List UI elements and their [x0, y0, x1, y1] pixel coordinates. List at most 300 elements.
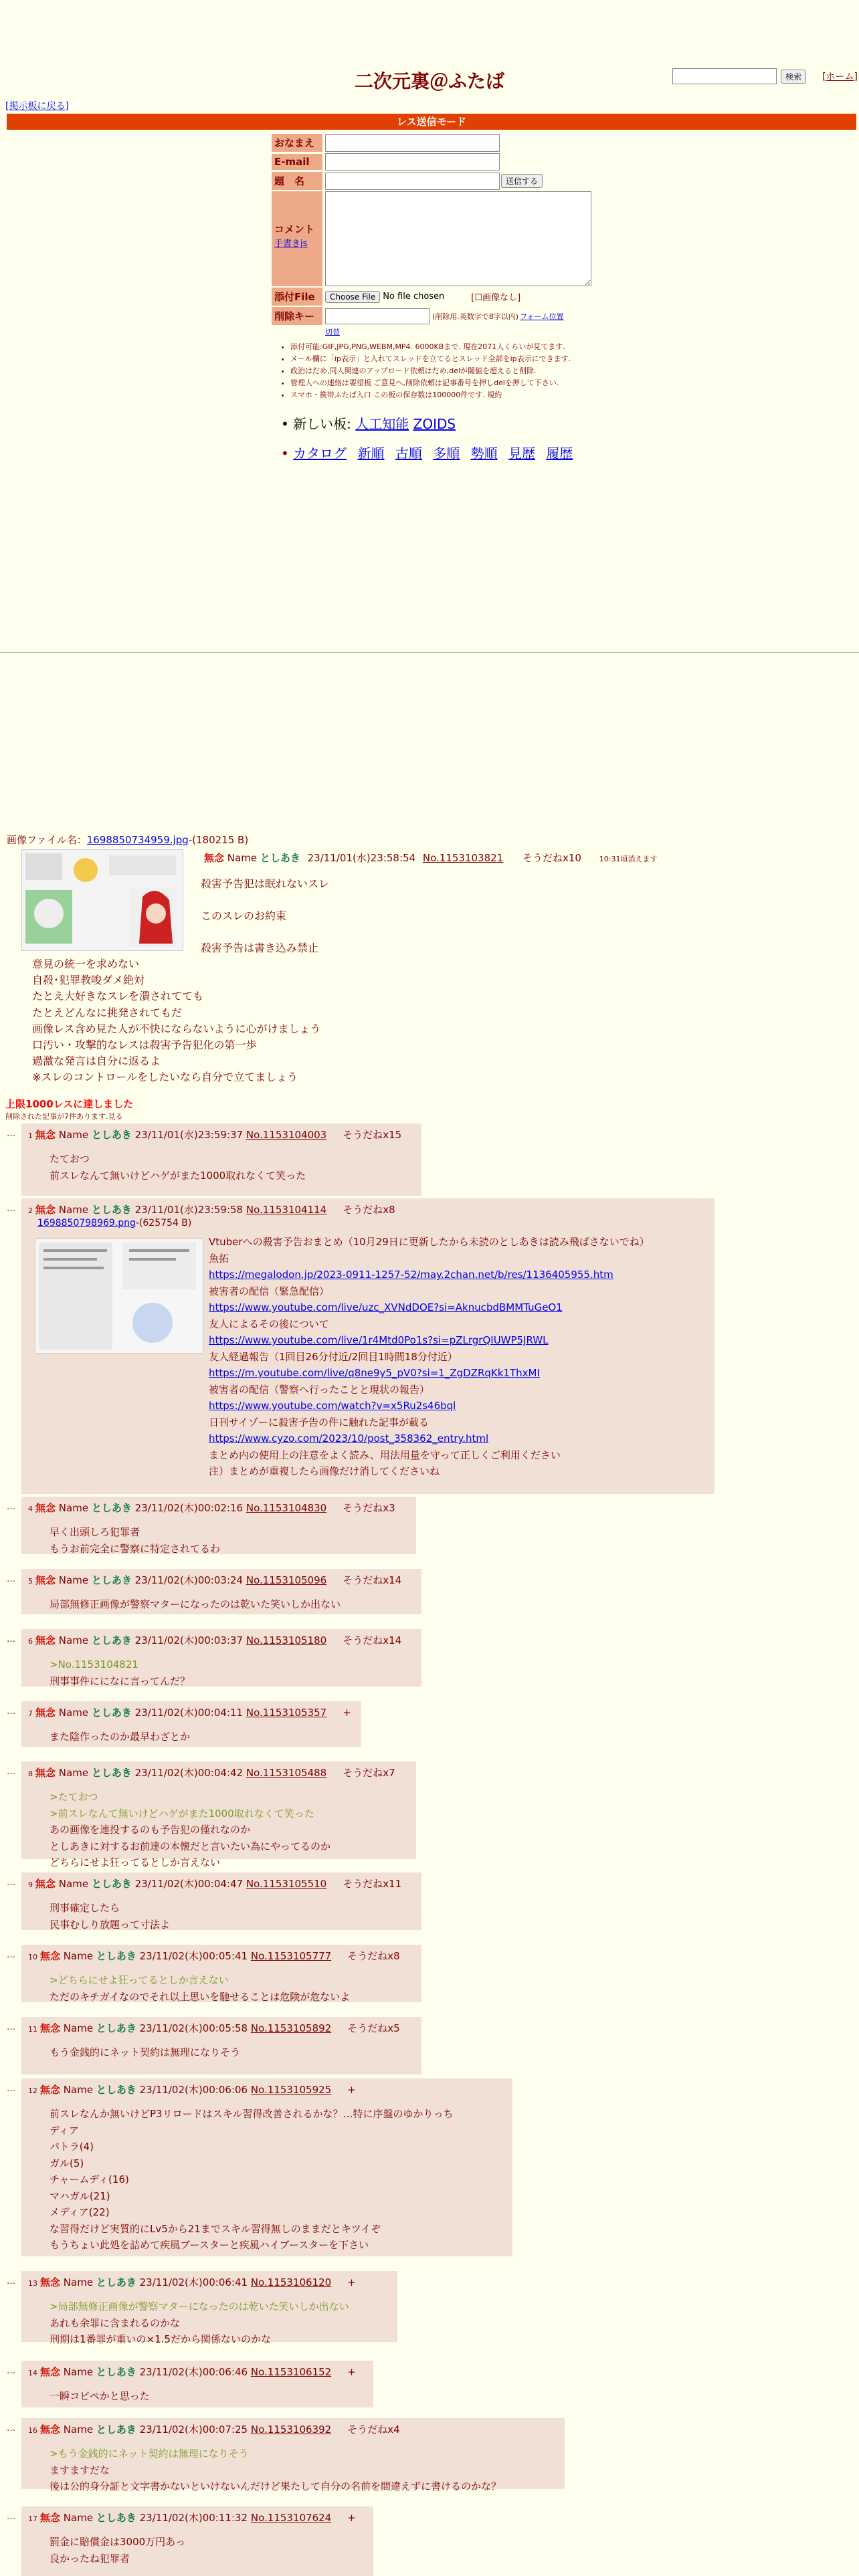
- reply-line: 友人経過報告（1回目26分付近/2回目1時間18分付近）: [209, 1350, 458, 1363]
- delkey-label: 削除キー: [272, 307, 322, 325]
- reply-post-number[interactable]: No.1153105510: [246, 1878, 327, 1890]
- reply-mark: …: [7, 2366, 15, 2376]
- post-form: [272, 134, 591, 337]
- reply-mark: …: [7, 1634, 15, 1644]
- reply-mark: …: [7, 2276, 15, 2286]
- name-label: おなまえ: [272, 134, 322, 152]
- reply-subject: 無念: [40, 2424, 61, 2436]
- nav-many[interactable]: 多順: [433, 445, 460, 461]
- reply-date: 23/11/02(木)00:06:46: [139, 2366, 248, 2378]
- reply-subject: 無念: [35, 1502, 56, 1514]
- reply-body: [50, 1789, 409, 1871]
- op-line: [201, 924, 329, 940]
- reply-header: [28, 1705, 355, 1719]
- op-expire: 10:31頃消えます: [599, 855, 658, 863]
- reply-name-label: Name: [63, 2084, 94, 2096]
- reply-box: [21, 1872, 421, 1930]
- reply-header: [28, 1949, 415, 1963]
- reply-index: 13: [28, 2279, 37, 2288]
- reply-mark: …: [7, 1707, 15, 1717]
- reply-index: 2: [28, 1206, 33, 1215]
- back-to-board-link[interactable]: [掲示板に戻る]: [5, 101, 69, 112]
- reply-line: 注）まとめが重複したら画像だけ消してくださいね: [209, 1465, 440, 1477]
- reply-url-link[interactable]: https://www.cyzo.com/2023/10/post_358362_entry.html: [209, 1432, 489, 1444]
- reply-name-label: Name: [58, 1707, 89, 1719]
- reply-post-number[interactable]: No.1153105488: [246, 1767, 327, 1779]
- reply-subject: 無念: [35, 1707, 56, 1719]
- file-label: 添付File: [272, 288, 322, 306]
- reply-box: [21, 1198, 714, 1494]
- reply-header: [28, 2365, 367, 2379]
- reply-line: 早く出頭しろ犯罪者: [50, 1526, 140, 1538]
- op-line: 自殺･犯罪教唆ダメ絶対: [32, 974, 145, 987]
- reply-sodane[interactable]: +: [347, 2084, 356, 2096]
- new-board-link-zoids[interactable]: ZOIDS: [413, 416, 456, 432]
- comment-label: コメント: [274, 223, 315, 235]
- op-file-size: -(180215 B): [188, 834, 249, 846]
- reply-body: [50, 1729, 355, 1745]
- reply-mark: …: [7, 1767, 15, 1777]
- reply-sodane[interactable]: +: [347, 2276, 356, 2288]
- name-field[interactable]: [325, 134, 500, 152]
- reply-header: [28, 2082, 506, 2097]
- op-thumbnail-image: [22, 850, 183, 950]
- reply-mark: …: [7, 2512, 15, 2522]
- reply-body: [50, 1524, 409, 1557]
- reply-date: 23/11/02(木)00:04:42: [134, 1767, 244, 1779]
- op-line: 過激な発言は自分に返るよ: [32, 1055, 161, 1068]
- op-body-rules: [32, 956, 321, 1086]
- search-input[interactable]: [672, 68, 777, 84]
- reply-sodane[interactable]: +: [343, 1707, 351, 1719]
- reply-post-number[interactable]: No.1153105357: [246, 1707, 327, 1719]
- reply-name: としあき: [91, 1707, 132, 1719]
- note-item: • 管理人への連絡は要望板 ご意見へ,削除依頼は記事番号を押しdelを押して下さい.: [290, 377, 611, 389]
- reply-name-label: Name: [58, 1574, 89, 1586]
- op-name-label: Name: [227, 852, 258, 864]
- reply-index: 12: [28, 2086, 37, 2095]
- op-line: たとえどんなに挑発されてもだ: [32, 1006, 183, 1019]
- reply-header: [28, 1765, 409, 1780]
- reply-line: もうちょい此処を詰めて疾風ブースターと疾風ハイブースターを下さい: [50, 2239, 369, 2251]
- new-board-prefix: 新しい板:: [293, 416, 351, 432]
- reply-mark: …: [7, 2084, 15, 2094]
- reply-body: [50, 2446, 558, 2495]
- reply-post-number[interactable]: No.1153105777: [250, 1950, 332, 1962]
- reply-body: [50, 2298, 391, 2348]
- reply-line: [209, 1299, 708, 1316]
- reply-name-label: Name: [58, 1129, 89, 1141]
- reply-url-link[interactable]: https://www.youtube.com/live/1r4Mtd0Po1s?si=pZLrgrQIUWP5JRWL: [209, 1334, 549, 1346]
- reply-box: [21, 1629, 421, 1687]
- reply-sodane[interactable]: そうだねx15: [343, 1129, 402, 1141]
- reply-index: 6: [28, 1637, 33, 1646]
- reply-post-number[interactable]: No.1153105925: [250, 2084, 332, 2096]
- reply-post-number[interactable]: No.1153104003: [246, 1129, 327, 1141]
- reply-index: 9: [28, 1881, 33, 1889]
- reply-index: 1: [28, 1132, 33, 1140]
- reply-post-number[interactable]: No.1153106392: [250, 2424, 332, 2436]
- reply-post-number[interactable]: No.1153104114: [246, 1204, 327, 1216]
- reply-date: 23/11/02(木)00:07:25: [139, 2424, 248, 2436]
- op-date: 23/11/01(水)23:58:54: [307, 852, 416, 864]
- reply-name-label: Name: [63, 2366, 94, 2378]
- reply-name: としあき: [91, 1204, 132, 1216]
- note-item: • 政治はだめ,同人関連のアップロード依頼はだめ,delが閾値を超えると削除.: [290, 365, 611, 377]
- op-line: [201, 892, 329, 908]
- reply-body: [209, 1234, 708, 1480]
- reply-name: としあき: [96, 2276, 136, 2288]
- reply-file-size: -(625754 B): [135, 1218, 192, 1228]
- reply-box: [21, 1497, 416, 1554]
- reply-line: [209, 1398, 708, 1414]
- board-notes: [281, 341, 611, 401]
- no-image-checkbox[interactable]: [☐画像なし]: [471, 293, 521, 303]
- note-item: • スマホ・携帯ふたば入口 この板の保存数は100000件です. 規約: [290, 389, 611, 401]
- delkey-note: (削除用.英数字で8字以内): [432, 312, 519, 321]
- reply-sodane[interactable]: そうだねx8: [343, 1204, 395, 1216]
- deleted-notice[interactable]: 削除された記事が7件あります.見る: [5, 1112, 123, 1121]
- reply-header: [28, 1573, 415, 1587]
- reply-body: [50, 1596, 415, 1613]
- reply-quote-line: >局部無修正画像が警察マターになったのは乾いた笑いしか出ない: [50, 2300, 349, 2313]
- reply-name: としあき: [96, 2366, 136, 2378]
- reply-name-label: Name: [58, 1767, 89, 1779]
- nav-viewed[interactable]: 見歴: [508, 445, 535, 461]
- reply-subject: 無念: [40, 2276, 61, 2288]
- reply-date: 23/11/01(水)23:59:37: [134, 1129, 244, 1141]
- reply-file-info: [37, 1218, 708, 1228]
- reply-mark: …: [7, 1129, 15, 1139]
- reply-body: [50, 2534, 367, 2567]
- reply-line: もうお前完全に警察に特定されてるわ: [50, 1542, 221, 1555]
- reply-mark: …: [7, 1502, 15, 1512]
- submit-button[interactable]: 送信する: [501, 174, 543, 188]
- reply-line: パトラ(4): [50, 2141, 94, 2153]
- op-line: 画像レス含め見た人が不快にならないように心がけましょう: [32, 1022, 321, 1035]
- reply-line: としあきに対するお前達の本懐だと言いたい為にやってるのか: [50, 1840, 331, 1852]
- reply-date: 23/11/02(木)00:06:41: [139, 2276, 248, 2288]
- reply-box: [21, 1123, 421, 1196]
- reply-box: [21, 2017, 421, 2074]
- reply-index: 5: [28, 1577, 33, 1586]
- reply-subject: 無念: [35, 1634, 56, 1646]
- op-body: [201, 876, 329, 956]
- limit-notice: 上限1000レスに達しました: [5, 1098, 134, 1110]
- reply-post-number[interactable]: No.1153106152: [250, 2366, 332, 2378]
- reply-body: [50, 1151, 415, 1184]
- op-line: 意見の統一を求めない: [32, 958, 140, 970]
- reply-name: としあき: [96, 2022, 136, 2034]
- reply-line: まとめ内の使用上の注意をよく読み、用法用量を守って正しくご利用ください: [209, 1448, 561, 1461]
- op-name: としあき: [260, 852, 300, 864]
- reply-name: としあき: [91, 1129, 132, 1141]
- reply-date: 23/11/02(木)00:06:06: [139, 2084, 248, 2096]
- reply-date: 23/11/02(木)00:02:16: [134, 1502, 244, 1514]
- reply-line: な習得だけど実質的にLv5から21までスキル習得無しのままだとキツイぞ: [50, 2222, 381, 2235]
- reply-line: 前スレなんて無いけどハゲがまた1000取れなくて笑った: [50, 1169, 306, 1182]
- reply-thumbnail[interactable]: [35, 1239, 203, 1354]
- comment-textarea[interactable]: [325, 191, 591, 286]
- reply-post-number[interactable]: No.1153105180: [246, 1634, 327, 1646]
- reply-index: 4: [28, 1505, 33, 1513]
- reply-header: [28, 2422, 558, 2436]
- top-search: [672, 68, 858, 84]
- reply-mark: …: [7, 2424, 15, 2434]
- reply-line: ディア: [50, 2124, 79, 2137]
- reply-line: また陰作ったのか最早わざとか: [50, 1731, 191, 1743]
- reply-line: どちらにせよ狂ってるとしか言えない: [50, 1856, 221, 1868]
- reply-index: 17: [28, 2514, 37, 2523]
- op-line: ※スレのコントロールをしたいなら自分で立てましょう: [32, 1071, 298, 1084]
- reply-header: [28, 2021, 415, 2035]
- reply-post-number[interactable]: No.1153104830: [246, 1502, 327, 1514]
- reply-name-label: Name: [63, 2512, 94, 2524]
- reply-index: 11: [28, 2025, 37, 2034]
- nav-momentum[interactable]: 勢順: [470, 445, 498, 461]
- reply-subject: 無念: [40, 2366, 61, 2378]
- reply-line: メディア(22): [50, 2206, 110, 2218]
- reply-line: ただのキチガイなのでそれ以上思いを馳せることは危険が危ないよ: [50, 1990, 351, 2003]
- op-post-number[interactable]: No.1153103821: [422, 852, 504, 864]
- reply-sodane[interactable]: そうだねx5: [347, 2022, 400, 2034]
- op-sodane[interactable]: そうだねx10: [522, 852, 581, 864]
- reply-box: [21, 1701, 361, 1747]
- comment-label-cell: [272, 191, 322, 286]
- reply-sodane[interactable]: そうだねx11: [343, 1878, 402, 1890]
- reply-subject: 無念: [40, 2084, 61, 2096]
- reply-mark: …: [7, 1950, 15, 1960]
- reply-url-link[interactable]: https://www.youtube.com/live/uzc_XVNdDOE?si=AknucbdBMMTuGeO1: [209, 1301, 563, 1313]
- reply-line: 一瞬コピペかと思った: [50, 2390, 150, 2402]
- op-subject: 無念: [204, 852, 225, 864]
- op-file-prefix: 画像ファイル名：: [7, 834, 87, 846]
- reply-name-label: Name: [63, 2276, 94, 2288]
- no-file-text: No file chosen: [383, 292, 445, 302]
- reply-line: 罰金に賠償金は3000万円あっ: [50, 2536, 186, 2548]
- reply-line: ガル(5): [50, 2157, 84, 2169]
- reply-header: [28, 2275, 391, 2289]
- reply-header: [28, 1876, 415, 1891]
- reply-sodane[interactable]: そうだねx4: [347, 2424, 400, 2436]
- reply-sodane[interactable]: +: [347, 2512, 356, 2524]
- reply-file-link[interactable]: 1698850798969.png: [37, 1218, 136, 1228]
- reply-body: [50, 2106, 506, 2254]
- reply-line: 前スレなんか無いけどP3リロードはスキル習得改善されるかな？…特に序盤のゆかりっち: [50, 2108, 454, 2120]
- reply-line: 被害者の配信（緊急配信）: [209, 1285, 330, 1297]
- catalog-nav: • カタログ 新順 古順 多順 勢順 見歴 履歴: [281, 445, 573, 461]
- divider: [0, 652, 859, 653]
- reply-body: [50, 1656, 415, 1689]
- choose-file-button[interactable]: Choose File: [325, 291, 380, 303]
- reply-name-label: Name: [58, 1878, 89, 1890]
- reply-name: としあき: [96, 1950, 136, 1962]
- reply-index: 16: [28, 2426, 37, 2435]
- new-board-link-ai[interactable]: 人工知能: [355, 416, 409, 432]
- reply-quote-line: >もう金銭的にネット契約は無理になりそう: [50, 2448, 249, 2460]
- nav-catalog[interactable]: カタログ: [293, 445, 347, 461]
- reply-body: [50, 1972, 415, 2005]
- reply-subject: 無念: [35, 1129, 56, 1141]
- reply-line: 良かったね犯罪者: [50, 2552, 130, 2565]
- reply-index: 8: [28, 1769, 33, 1778]
- home-link[interactable]: [ホーム]: [822, 72, 858, 82]
- new-board-notice: • 新しい板: 人工知能 ZOIDS: [281, 416, 456, 432]
- reply-line: [209, 1332, 708, 1349]
- reply-sodane[interactable]: そうだねx14: [343, 1634, 402, 1646]
- reply-line: あの画像を連投するのも予告犯の僅れなのか: [50, 1824, 251, 1836]
- reply-line: 魚拓: [209, 1252, 229, 1265]
- reply-line: あれも余罪に含まれるのかな: [50, 2317, 181, 2329]
- op-file-info: [7, 833, 248, 847]
- reply-body: [50, 2044, 415, 2061]
- reply-name: としあき: [91, 1634, 132, 1646]
- op-line: 殺害予告は書き込み禁止: [201, 942, 319, 954]
- reply-body: [50, 1900, 415, 1933]
- reply-url-link[interactable]: https://megalodon.jp/2023-0911-1257-52/may.2chan.net/b/res/1136405955.htm: [209, 1269, 613, 1281]
- reply-subject: 無念: [40, 2512, 61, 2524]
- nav-history[interactable]: 履歴: [546, 445, 573, 461]
- reply-box: [21, 2418, 565, 2492]
- reply-mark: …: [7, 1574, 15, 1584]
- reply-box: [21, 2506, 373, 2576]
- reply-index: 10: [28, 1953, 37, 1961]
- reply-quote-line: >No.1153104821: [50, 1658, 138, 1671]
- reply-quote-line: >前スレなんて無いけどハゲがまた1000取れなくて笑った: [50, 1807, 314, 1820]
- reply-line: 局部無修正画像が警察マターになったのは乾いた笑いしか出ない: [50, 1598, 341, 1610]
- reply-name-label: Name: [58, 1634, 89, 1646]
- reply-subject: 無念: [40, 1950, 61, 1962]
- reply-line: ますますだな: [50, 2464, 110, 2476]
- reply-name: としあき: [91, 1878, 132, 1890]
- note-item: • メール欄に「ip表示」と入れてスレッドを立てるとスレッド全部をip表示にできます.: [290, 353, 611, 365]
- reply-sodane[interactable]: +: [347, 2366, 356, 2378]
- reply-mark: …: [7, 2022, 15, 2032]
- reply-post-number[interactable]: No.1153106120: [250, 2276, 332, 2288]
- reply-name-label: Name: [58, 1502, 89, 1514]
- nav-new[interactable]: 新順: [357, 445, 385, 461]
- reply-sodane[interactable]: そうだねx7: [343, 1767, 395, 1779]
- email-field[interactable]: [325, 153, 500, 171]
- reply-date: 23/11/01(水)23:59:58: [134, 1204, 244, 1216]
- reply-line: マハガル(21): [50, 2189, 110, 2202]
- reply-index: 14: [28, 2369, 37, 2377]
- reply-box: [21, 2361, 373, 2407]
- reply-line: [209, 1430, 708, 1447]
- reply-post-number[interactable]: No.1153105892: [250, 2022, 332, 2034]
- reply-name: としあき: [96, 2512, 136, 2524]
- reply-quote-line: >たておつ: [50, 1791, 98, 1803]
- email-label: E-mail: [272, 154, 322, 170]
- op-header: [204, 851, 657, 865]
- reply-mark: …: [7, 1204, 15, 1214]
- reply-sodane[interactable]: そうだねx14: [343, 1574, 402, 1586]
- reply-date: 23/11/02(木)00:11:32: [139, 2512, 248, 2524]
- subject-field[interactable]: [325, 173, 500, 190]
- reply-line: たておつ: [50, 1153, 90, 1165]
- reply-line: 民事むしり放題って寸法よ: [50, 1918, 171, 1931]
- reply-name: としあき: [91, 1502, 132, 1514]
- reply-line: チャームディ(16): [50, 2173, 129, 2185]
- reply-line: もう金銭的にネット契約は無理になりそう: [50, 2046, 241, 2058]
- reply-mode-bar: レス送信モード: [7, 114, 856, 130]
- reply-header: [28, 1202, 708, 1216]
- handwrite-link[interactable]: 手書きjs: [274, 239, 308, 249]
- reply-name-label: Name: [63, 2022, 94, 2034]
- reply-date: 23/11/02(木)00:04:11: [134, 1707, 244, 1719]
- reply-line: 刑期は1番罪が重いの×1.5だから関係ないのかな: [50, 2333, 271, 2345]
- reply-date: 23/11/02(木)00:03:24: [134, 1574, 244, 1586]
- op-line: このスレのお約束: [201, 909, 287, 922]
- reply-url-link[interactable]: https://www.youtube.com/watch?v=x5Ru2s46bql: [209, 1400, 456, 1412]
- board-title: 二次元裏＠ふたば: [354, 70, 504, 92]
- op-line: 殺害予告犯は眠れないスレ: [201, 877, 330, 890]
- note-item: • 添付可能:GIF,JPG,PNG,WEBM,MP4. 6000KBまで. 現在2071人くらいが見てます.: [290, 341, 611, 353]
- reply-sodane[interactable]: そうだねx8: [347, 1950, 400, 1962]
- op-line: たとえ大好きなスレを潰されてても: [32, 990, 204, 1003]
- reply-name-label: Name: [58, 1204, 89, 1216]
- reply-post-number[interactable]: No.1153107624: [250, 2512, 332, 2524]
- reply-line: 刑事事件にになに言ってんだ？: [50, 1675, 191, 1687]
- reply-line: 刑事確定したら: [50, 1902, 120, 1914]
- reply-subject: 無念: [35, 1878, 56, 1890]
- form-position-link[interactable]: フォーム位置: [520, 312, 564, 321]
- nav-old[interactable]: 古順: [395, 445, 422, 461]
- reply-line: 後は公的身分証と文字書かないといけないんだけど果たして自分の名前を間違えずに書けるのかな？: [50, 2480, 502, 2492]
- reply-name: としあき: [96, 2424, 136, 2436]
- reply-subject: 無念: [35, 1767, 56, 1779]
- reply-header: [28, 1633, 415, 1647]
- reply-line: 被害者の配信（警察へ行ったことと現状の報告）: [209, 1383, 430, 1396]
- reply-header: [28, 1128, 415, 1142]
- reply-url-link[interactable]: https://m.youtube.com/live/q8ne9y5_pV0?si=1_ZgDZRqKk1ThxMI: [209, 1367, 540, 1379]
- reply-name: としあき: [91, 1574, 132, 1586]
- reply-line: 友人によるその後について: [209, 1317, 329, 1330]
- reply-subject: 無念: [40, 2022, 61, 2034]
- reply-box: [21, 1945, 421, 2002]
- reply-body: [50, 2388, 367, 2405]
- reply-subject: 無念: [35, 1574, 56, 1586]
- switch-link[interactable]: 切替: [325, 328, 340, 336]
- reply-post-number[interactable]: No.1153105096: [246, 1574, 327, 1586]
- reply-date: 23/11/02(木)00:03:37: [134, 1634, 244, 1646]
- reply-box: [21, 2078, 512, 2256]
- reply-subject: 無念: [35, 1204, 56, 1216]
- reply-name-label: Name: [63, 1950, 94, 1962]
- op-file-link[interactable]: 1698850734959.jpg: [86, 834, 189, 846]
- search-button[interactable]: 検索: [781, 70, 806, 84]
- reply-sodane[interactable]: そうだねx3: [343, 1502, 395, 1514]
- reply-header: [28, 2510, 367, 2525]
- reply-line: Vtuberへの殺害予告おまとめ（10月29日に更新したから未読のとしあきは読み飛ばさないでね）: [209, 1236, 650, 1248]
- reply-box: [21, 1761, 416, 1868]
- op-thumbnail[interactable]: [21, 849, 183, 951]
- reply-line: [209, 1365, 708, 1382]
- op-line: 口汚い・攻撃的なレスは殺害予告犯化の第一歩: [32, 1039, 257, 1052]
- reply-name: としあき: [96, 2084, 136, 2096]
- reply-name-label: Name: [63, 2424, 94, 2436]
- reply-date: 23/11/02(木)00:05:58: [139, 2022, 248, 2034]
- reply-box: [21, 2271, 397, 2345]
- reply-quote-line: >どちらにせよ狂ってるとしか言えない: [50, 1974, 229, 1986]
- subject-label: 題 名: [272, 172, 322, 190]
- delkey-field[interactable]: [325, 308, 430, 324]
- reply-line: [209, 1267, 708, 1283]
- reply-name: としあき: [91, 1767, 132, 1779]
- reply-box: [21, 1569, 421, 1614]
- reply-date: 23/11/02(木)00:04:47: [134, 1878, 244, 1890]
- reply-line: 日刊サイゾーに殺害予告の件に触れた記事が載る: [209, 1416, 429, 1428]
